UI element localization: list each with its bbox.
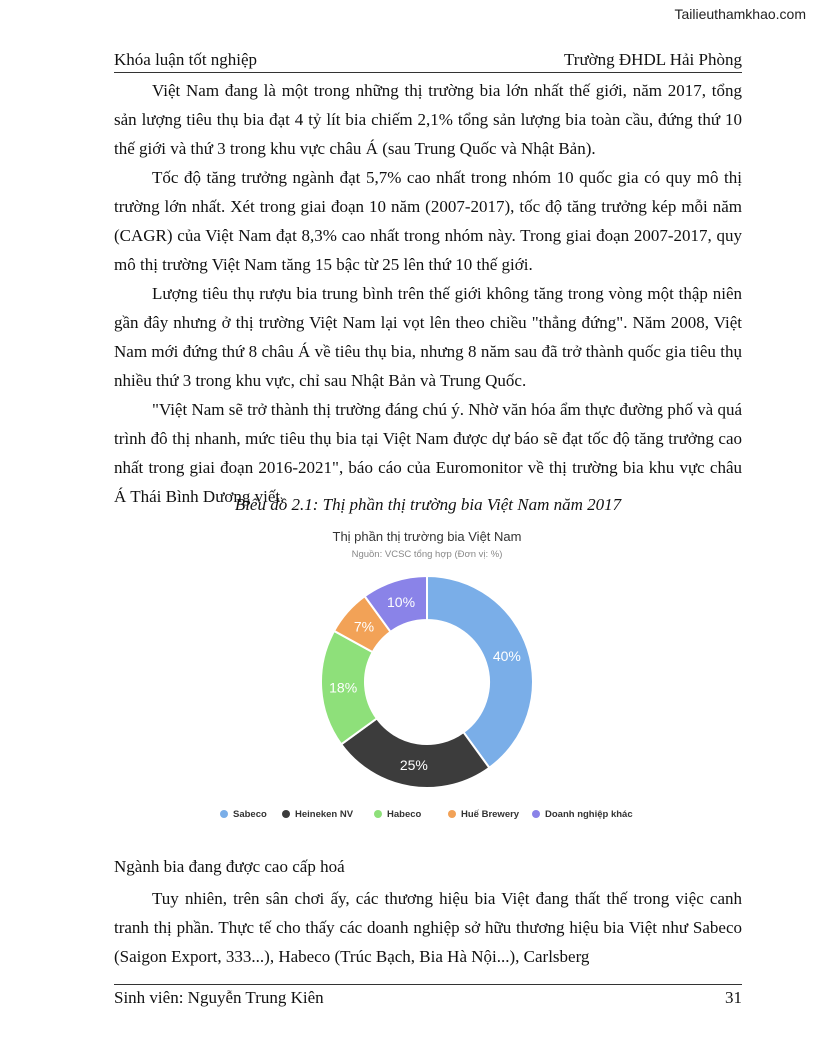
legend-swatch (532, 810, 540, 818)
page-footer (114, 988, 742, 1008)
footer-divider (114, 984, 742, 985)
slice-label: 10% (387, 594, 416, 611)
legend-swatch (448, 810, 456, 818)
watermark: Tailieuthamkhao.com (674, 6, 806, 22)
legend-label: Huế Brewery (461, 809, 520, 820)
paragraph: Tuy nhiên, trên sân chơi ấy, các thương hiệu bia Việt đang thất thế trong việc canh tranh thị phần. Thực tế cho thấy các doanh nghiệp sở hữu thương hiệu bia Việt như Sabeco (Saigon Export, 333...), Habeco (Trúc Bạch, Bia Hà Nội...), Carlsberg (114, 889, 742, 966)
header-left: Khóa luận tốt nghiệp (114, 50, 258, 69)
legend-swatch (220, 810, 228, 818)
paragraph: Việt Nam đang là một trong những thị trường bia lớn nhất thế giới, năm 2017, tổng sản lượng tiêu thụ bia đạt 4 tỷ lít bia chiếm 2,1% tổng sản lượng bia toàn cầu, đứng thứ 10 thế giới và thứ 3 trong khu vực châu Á (sau Trung Quốc và Nhật Bản). (114, 81, 742, 158)
header-divider (114, 72, 742, 73)
slice-label: 18% (329, 679, 358, 696)
body-text-continued (114, 884, 742, 971)
legend-swatch (374, 810, 382, 818)
paragraph: "Việt Nam sẽ trở thành thị trường đáng chú ý. Nhờ văn hóa ẩm thực đường phố và quá trình đô thị nhanh, mức tiêu thụ bia tại Việt Nam được dự báo sẽ đạt tốc độ tăng trưởng cao nhất trong giai đoạn 2016-2021", báo cáo của Euromonitor về thị trường bia khu vực châu Á Thái Bình Dương viết. (114, 400, 742, 506)
page-number: 31 (725, 988, 742, 1007)
chart-svg (200, 522, 660, 832)
page-header (114, 50, 742, 70)
paragraph: Lượng tiêu thụ rượu bia trung bình trên thế giới không tăng trong vòng một thập niên gần đây nhưng ở thị trường Việt Nam lại vọt lên theo chiều "thẳng đứng". Năm 2008, Việt Nam mới đứng thứ 8 châu Á về tiêu thụ bia, nhưng 8 năm sau đã trở thành quốc gia tiêu thụ nhiều thứ 3 trong khu vực, chỉ sau Nhật Bản và Trung Quốc. (114, 284, 742, 390)
donut-chart (200, 522, 660, 832)
legend-label: Heineken NV (295, 809, 354, 820)
body-text (114, 76, 742, 511)
legend-swatch (282, 810, 290, 818)
slice-sabeco (427, 576, 533, 768)
footer-author: Sinh viên: Nguyễn Trung Kiên (114, 988, 324, 1007)
slice-label: 7% (353, 618, 375, 635)
paragraph: Tốc độ tăng trưởng ngành đạt 5,7% cao nhất trong nhóm 10 quốc gia có quy mô thị trường lớn nhất. Xét trong giai đoạn 10 năm (2007-2017), tốc độ tăng trưởng kép mỗi năm (CAGR) của Việt Nam đạt 8,3% cao nhất trong nhóm này. Trong giai đoạn 2007-2017, quy mô thị trường Việt Nam tăng 15 bậc từ 25 lên thứ 10 thế giới. (114, 168, 742, 274)
figure-caption: Biểu đồ 2.1: Thị phần thị trường bia Việt Nam năm 2017 (234, 495, 622, 514)
slice-label: 40% (492, 648, 521, 665)
chart-title: Thị phần thị trường bia Việt Nam (332, 529, 522, 544)
legend-label: Doanh nghiệp khác (545, 809, 633, 820)
section-title: Ngành bia đang được cao cấp hoá (114, 857, 345, 876)
chart-subtitle: Nguồn: VCSC tổng hợp (Đơn vị: %) (351, 549, 503, 560)
header-right: Trường ĐHDL Hải Phòng (564, 50, 742, 69)
legend-label: Habeco (387, 809, 422, 820)
slice-label: 25% (399, 756, 428, 773)
legend-label: Sabeco (233, 809, 267, 820)
